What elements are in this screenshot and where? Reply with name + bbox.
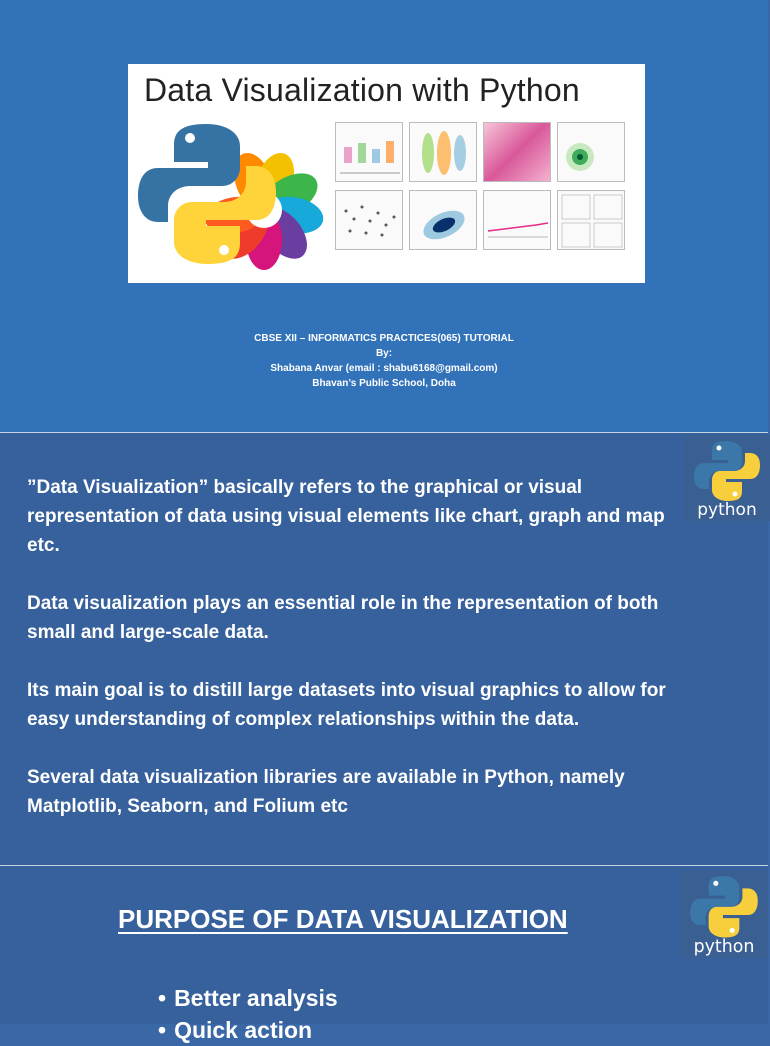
paragraph-libraries: Several data visualization libraries are available in Python, namely Matplotlib, Seaborn, and Folium etc	[27, 767, 625, 817]
density-plot-thumbnail	[557, 122, 625, 182]
purpose-slide	[0, 866, 768, 1043]
definition-slide	[0, 433, 768, 865]
grid-plot-thumbnail	[557, 190, 625, 250]
title-banner-image	[128, 64, 645, 283]
chart-thumbnails	[335, 122, 625, 250]
python-logo	[684, 435, 770, 521]
python-logo	[680, 868, 768, 960]
slide-heading: PURPOSE OF DATA VISUALIZATION	[118, 904, 568, 934]
title-slide	[0, 0, 768, 432]
line-plot-thumbnail	[483, 190, 551, 250]
bullet-list	[158, 982, 338, 1046]
boxplot-thumbnail	[335, 122, 403, 182]
paragraph-goal: Its main goal is to distill large datasets into visual graphics to allow for easy understanding of complex relationships within the data.	[27, 680, 666, 730]
heatmap-thumbnail	[483, 122, 551, 182]
banner-title: Data Visualization with Python	[144, 72, 580, 108]
slide-body	[27, 473, 692, 850]
kde-plot-thumbnail	[409, 190, 477, 250]
paragraph-role: Data visualization plays an essential role in the representation of both small and large-scale data.	[27, 593, 659, 643]
bullet-item: • Quick action	[158, 1014, 338, 1046]
paragraph-definition: ”Data Visualization” basically refers to the graphical or visual representation of data using visual elements like chart, graph and map etc.	[27, 477, 665, 556]
course-title: CBSE XII – INFORMATICS PRACTICES(065) TUTORIAL	[254, 333, 514, 344]
scatter-plot-thumbnail	[335, 190, 403, 250]
by-label: By:	[375, 348, 393, 359]
author-line: Shabana Anvar (email : shabu6168@gmail.com)	[270, 363, 498, 374]
python-logo-wordmark: python	[697, 500, 757, 520]
school-line: Bhavan’s Public School, Doha	[312, 378, 456, 389]
tutorial-credits	[0, 331, 768, 391]
python-colorwheel-logo	[136, 120, 336, 280]
violin-plot-thumbnail	[409, 122, 477, 182]
bullet-item: • Better analysis	[158, 982, 338, 1014]
python-logo-wordmark: python	[693, 936, 755, 957]
